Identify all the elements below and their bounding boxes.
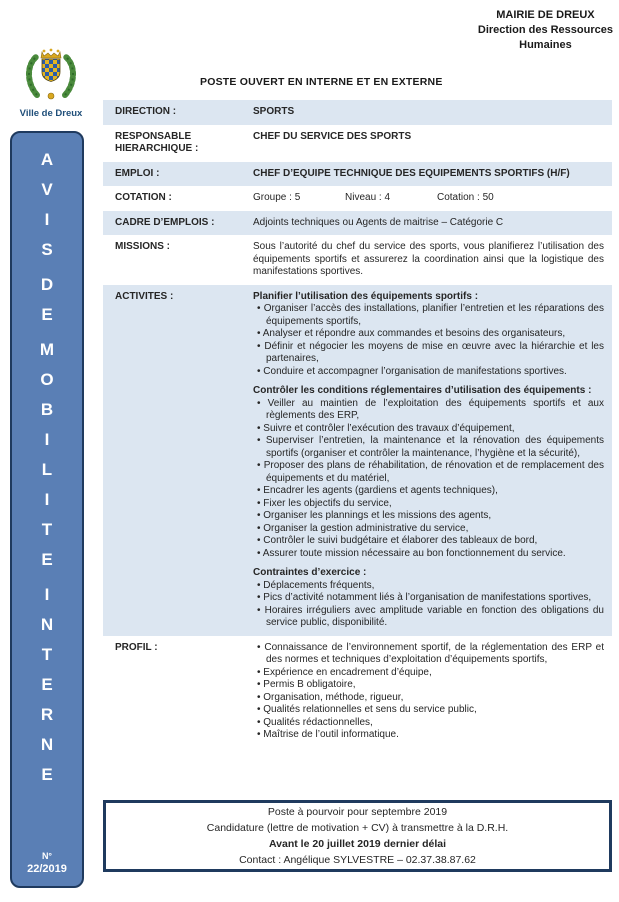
row-content: Adjoints techniques ou Agents de maitrise – Catégorie C <box>253 216 504 228</box>
org-department-line1: Direction des Ressources <box>477 24 613 36</box>
page-title: POSTE OUVERT EN INTERNE ET EN EXTERNE <box>200 76 443 88</box>
cotation-value: Niveau : 4 <box>345 192 391 203</box>
contact-box <box>103 800 612 872</box>
bullet-item: • Suivre et contrôler l’exécution des travaux d’équipement, <box>257 422 515 434</box>
row-label: DIRECTION : <box>115 106 177 117</box>
sidebar-letter: T <box>41 645 53 664</box>
bullet-item: • Organiser les plannings et les missions des agents, <box>257 510 492 521</box>
bullet-item: • Déplacements fréquents, <box>257 579 375 591</box>
sidebar-letter: L <box>41 460 53 479</box>
table-row <box>103 125 612 162</box>
table-row <box>103 636 612 748</box>
section-heading: Planifier l’utilisation des équipements sportifs : <box>253 290 479 302</box>
bullet-item: • Superviser l’entretien, la maintenance et la rénovation des équipements sportifs (organiser et contrôler la maintenance, l’hygiène et la sécurité), <box>257 435 604 459</box>
org-name: MAIRIE DE DREUX <box>496 9 595 21</box>
row-label: ACTIVITES : <box>115 290 174 302</box>
sidebar-number-label: N° <box>41 851 53 861</box>
table-row <box>103 162 612 187</box>
bullet-item: • Contrôler le suivi budgétaire et élaborer des tableaux de bord, <box>257 535 538 546</box>
content-section <box>253 385 604 560</box>
sidebar-letter: N <box>40 615 54 634</box>
row-content <box>253 636 612 748</box>
sidebar-letter: E <box>41 765 53 784</box>
row-label: EMPLOI : <box>115 167 160 179</box>
city-logo <box>12 48 90 119</box>
coat-of-arms-icon <box>21 48 81 102</box>
bullet-item: • Expérience en encadrement d’équipe, <box>257 666 432 678</box>
table-row <box>103 100 612 125</box>
contact-line: Contact : Angélique SYLVESTRE – 02.37.38.87.62 <box>239 854 476 866</box>
row-label: COTATION : <box>115 192 172 203</box>
row-content: CHEF D’EQUIPE TECHNIQUE DES EQUIPEMENTS SPORTIFS (H/F) <box>253 167 570 179</box>
row-content: CHEF DU SERVICE DES SPORTS <box>253 130 412 142</box>
sidebar-letter: M <box>39 340 55 359</box>
bullet-item: • Assurer toute mission nécessaire au bon fonctionnement du service. <box>257 547 566 559</box>
table-row <box>103 186 612 211</box>
bullet-item: • Organiser la gestion administrative du service, <box>257 522 469 534</box>
job-table <box>103 100 612 748</box>
bullet-item: • Qualités relationnelles et sens du service public, <box>257 704 477 715</box>
row-content: SPORTS <box>253 106 295 117</box>
sidebar-letter: I <box>44 490 50 509</box>
content-section <box>253 291 604 379</box>
row-label: RESPONSABLE HIERARCHIQUE : <box>115 130 199 154</box>
bullet-item: • Définir et négocier les moyens de mise en œuvre avec la hiérarchie et les partenaires, <box>257 340 604 364</box>
sidebar-letter: D <box>40 275 54 294</box>
table-row <box>103 235 612 285</box>
sidebar-letter: E <box>41 305 53 324</box>
bullet-item: • Proposer des plans de réhabilitation, de rénovation et de remplacement des équipements et du matériel, <box>257 460 604 484</box>
row-label: MISSIONS : <box>115 241 171 252</box>
cotation-value: Groupe : 5 <box>253 192 301 203</box>
contact-line: Poste à pourvoir pour septembre 2019 <box>267 806 448 818</box>
header-org <box>478 8 613 53</box>
logo-caption: Ville de Dreux <box>19 108 83 119</box>
bullet-item: • Encadrer les agents (gardiens et agents techniques), <box>257 485 498 496</box>
table-row <box>103 211 612 236</box>
bullet-item: • Fixer les objectifs du service, <box>257 497 392 509</box>
bullet-item: • Analyser et répondre aux commandes et besoins des organisateurs, <box>257 328 566 339</box>
contact-line: Avant le 20 juillet 2019 dernier délai <box>268 838 447 850</box>
bullet-item: • Connaissance de l’environnement sportif, de la réglementation des ERP et des normes et techniques d’exploitation d’équipements sportifs, <box>257 641 604 665</box>
sidebar-letter: B <box>40 400 54 419</box>
sidebar-letter: I <box>44 585 50 604</box>
section-heading: Contraintes d’exercice : <box>253 567 367 578</box>
content-section <box>253 642 604 742</box>
sidebar-letter: I <box>44 210 50 229</box>
bullet-item: • Veiller au maintien de l’exploitation des équipements sportifs et aux règlements des ERP, <box>257 397 604 421</box>
bullet-item: • Organisation, méthode, rigueur, <box>257 691 404 703</box>
bullet-item: • Pics d’activité notamment liés à l’organisation de manifestations sportives, <box>257 592 592 603</box>
sidebar-number <box>12 850 82 876</box>
sidebar-letter: I <box>44 430 50 449</box>
avis-mobilite-sidebar <box>10 131 84 888</box>
sidebar-letter: R <box>40 705 54 724</box>
bullet-item: • Horaires irréguliers avec amplitude variable en fonction des obligations du service public, disponibilité. <box>257 604 604 628</box>
row-label: PROFIL : <box>115 641 158 653</box>
sidebar-letter: N <box>40 735 54 754</box>
sidebar-letter: E <box>41 675 53 694</box>
table-row <box>103 285 612 636</box>
sidebar-letters <box>12 133 82 790</box>
sidebar-number-value: 22/2019 <box>27 863 67 875</box>
row-label: CADRE D’EMPLOIS : <box>115 216 215 228</box>
bullet-item: • Conduire et accompagner l’organisation de manifestations sportives. <box>257 365 567 377</box>
sidebar-letter: T <box>41 520 53 539</box>
cotation-value: Cotation : 50 <box>437 192 494 203</box>
contact-line: Candidature (lettre de motivation + CV) à transmettre à la D.R.H. <box>206 822 509 834</box>
sidebar-letter: V <box>41 180 53 199</box>
bullet-item: • Qualités rédactionnelles, <box>257 716 373 728</box>
sidebar-letter: S <box>41 240 53 259</box>
bullet-item: • Maîtrise de l’outil informatique. <box>257 729 399 740</box>
content-section <box>253 567 604 630</box>
sidebar-letter: A <box>40 150 54 169</box>
row-content <box>253 186 612 211</box>
sidebar-letter: O <box>40 370 54 389</box>
row-content <box>253 285 612 636</box>
bullet-item: • Organiser l’accès des installations, planifier l’entretien et les réparations des équipements sportifs, <box>257 303 604 327</box>
bullet-item: • Permis B obligatoire, <box>257 679 356 690</box>
org-department-line2: Humaines <box>519 39 572 51</box>
sidebar-letter: E <box>41 550 53 569</box>
row-content: Sous l’autorité du chef du service des sports, vous planifierez l’utilisation des équipements sportifs et assurerez la coordination ainsi que la logistique des manifestations sportives. <box>253 241 604 277</box>
section-heading: Contrôler les conditions réglementaires d’utilisation des équipements : <box>253 385 592 396</box>
